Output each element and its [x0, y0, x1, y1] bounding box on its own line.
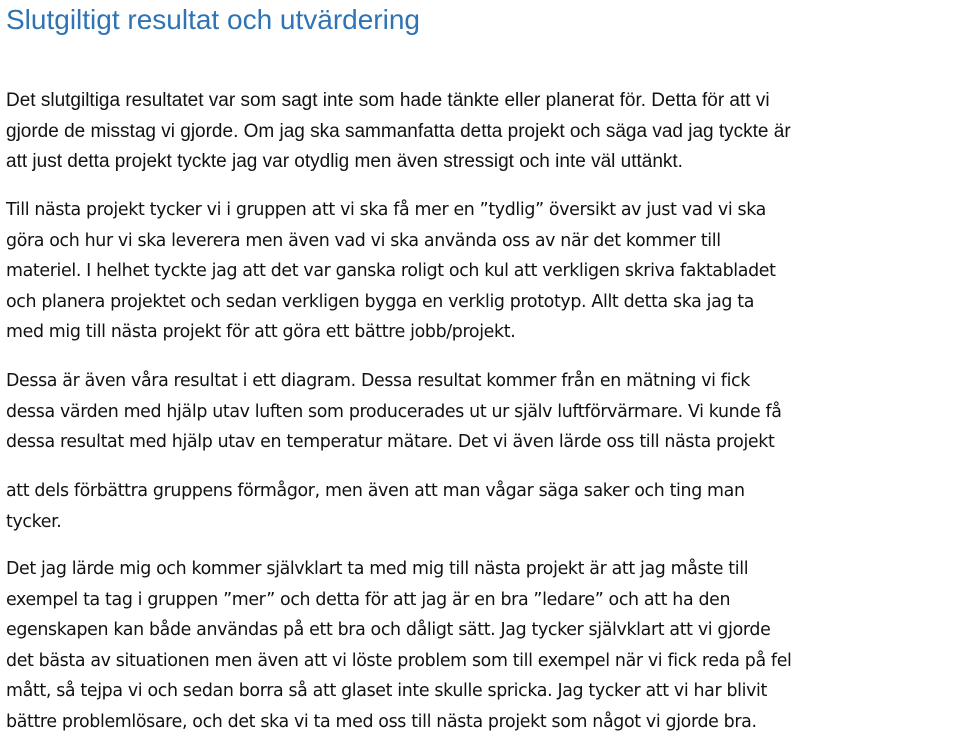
text-line: Dessa är även våra resultat i ett diagram. Dessa resultat kommer från en mätning vi fick [6, 371, 750, 391]
paragraph-learnings [6, 554, 792, 737]
text-line: det bästa av situationen men även att vi löste problem som till exempel när vi fick reda på fel [6, 650, 792, 671]
text-line: Till nästa projekt tycker vi i gruppen att vi ska få mer en ”tydlig” översikt av just vad vi ska [6, 200, 766, 220]
text-line: dessa värden med hjälp utav luften som producerades ut ur själv luftförvärmare. Vi kunde få [6, 401, 782, 422]
text-line: dessa resultat med hjälp utav en temperatur mätare. Det vi även lärde oss till nästa projekt [6, 432, 775, 452]
paragraph-result [6, 86, 791, 178]
text-line: exempel ta tag i gruppen ”mer” och detta för att jag är en bra ”ledare” och att ha den [6, 589, 731, 610]
text-line: materiel. I helhet tyckte jag att det var ganska roligt och kul att verkligen skriva faktabladet [6, 261, 776, 281]
text-line: egenskapen kan både användas på ett bra och dåligt sätt. Jag tycker självklart att vi gjorde [6, 620, 771, 640]
page-title: Slutgiltigt resultat och utvärdering [6, 4, 420, 35]
paragraph-group-skills [6, 476, 745, 537]
text-line: tycker. [6, 511, 62, 532]
text-line: bättre problemlösare, och det ska vi ta med oss till nästa projekt som något vi gjorde bra. [6, 711, 757, 732]
paragraph-diagram [6, 366, 782, 458]
paragraph-next-project [6, 195, 776, 348]
text-line: och planera projektet och sedan verkligen bygga en verklig prototyp. Allt detta ska jag ta [6, 291, 755, 312]
text-line: med mig till nästa projekt för att göra ett bättre jobb/projekt. [6, 322, 516, 342]
text-line: göra och hur vi ska leverera men även vad vi ska använda oss av när det kommer till [6, 230, 721, 251]
text-line: mått, så tejpa vi och sedan borra så att glaset inte skulle spricka. Jag tycker att vi har blivit [6, 681, 767, 701]
text-line: att just detta projekt tyckte jag var otydlig men även stressigt och inte väl uttänkt. [6, 151, 683, 172]
text-line: Det slutgiltiga resultatet var som sagt inte som hade tänkte eller planerat för. Detta för att vi [6, 90, 770, 111]
text-line: att dels förbättra gruppens förmågor, men även att man vågar säga saker och ting man [6, 481, 745, 501]
text-line: gjorde de misstag vi gjorde. Om jag ska sammanfatta detta projekt och säga vad jag tyckte är [6, 120, 791, 142]
text-line: Det jag lärde mig och kommer självklart ta med mig till nästa projekt är att jag måste till [6, 559, 749, 579]
